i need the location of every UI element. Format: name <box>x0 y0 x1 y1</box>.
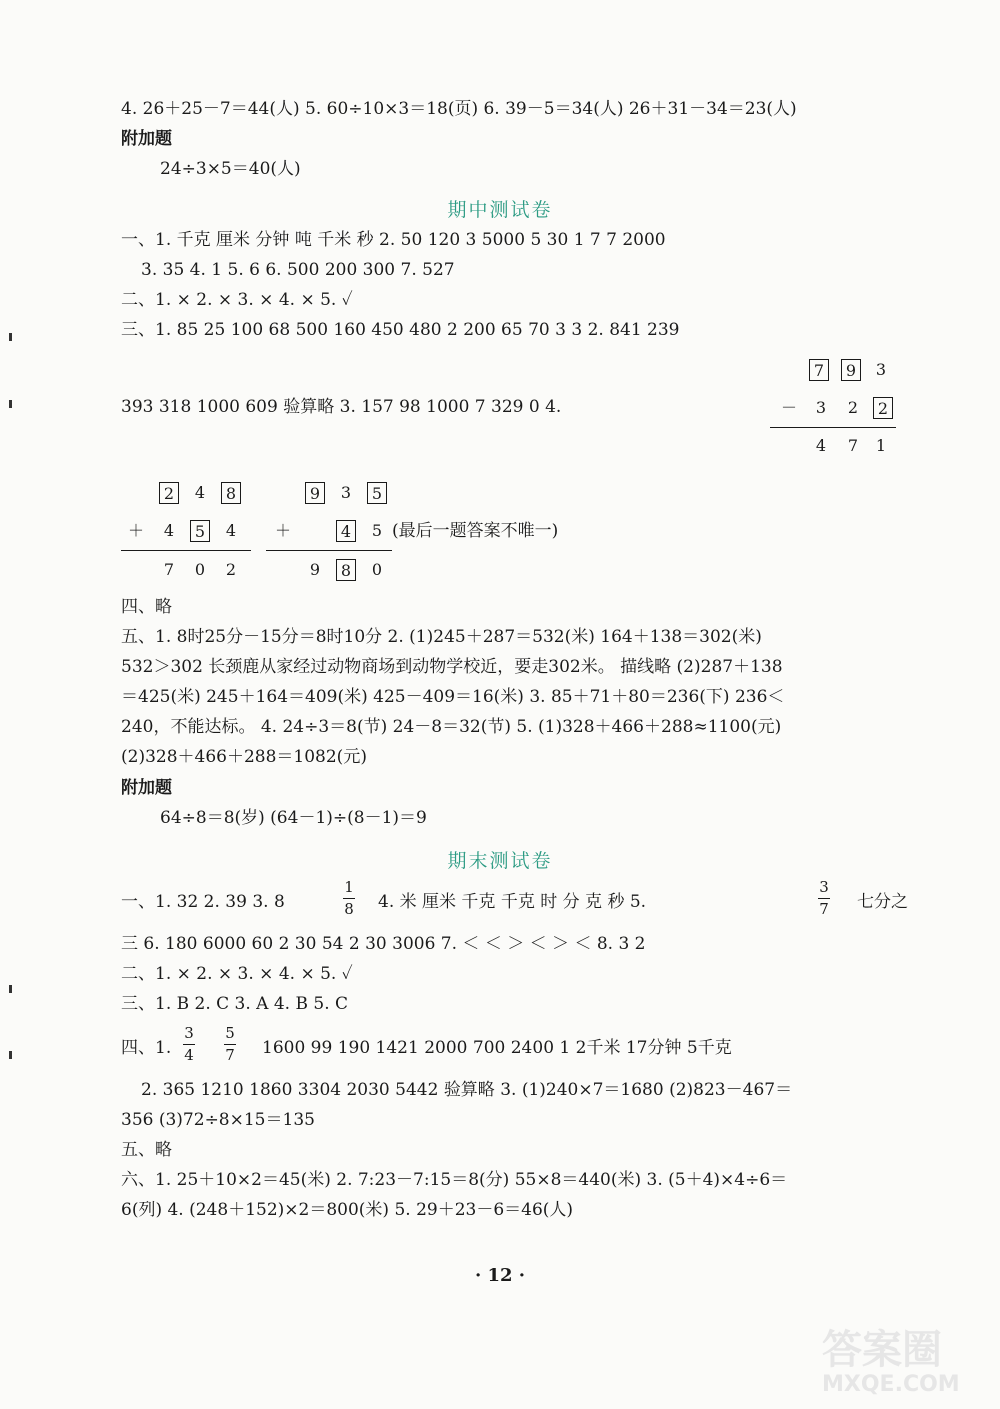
operator: ＋ <box>127 521 144 540</box>
answer-box: 8 <box>336 559 356 581</box>
fraction <box>224 1026 236 1063</box>
digit: 0 <box>371 560 383 579</box>
digit: 3 <box>875 360 887 379</box>
answer-line: 24÷3×5＝40(人) <box>160 159 301 179</box>
answer-line: 2. 365 1210 1860 3304 2030 5442 验算略 3. (1)240×7＝1680 (2)823－467＝ <box>141 1080 793 1100</box>
digit: 7 <box>163 560 175 579</box>
answer-line: 356 (3)72÷8×15＝135 <box>121 1110 315 1130</box>
section-title-final: 期末测试卷 <box>447 850 553 872</box>
numerator: 5 <box>225 1024 235 1042</box>
digit: 5 <box>371 521 383 540</box>
answer-line: 三、1. 85 25 100 68 500 160 450 480 2 200 65 70 3 3 2. 841 239 <box>121 320 680 340</box>
answer-line: 五、略 <box>121 1140 172 1160</box>
answer-line: 二、1. × 2. × 3. × 4. × 5. ✓ <box>121 290 353 310</box>
digit: 3 <box>815 398 827 417</box>
note: (最后一题答案不唯一) <box>392 521 559 541</box>
answer-line: 64÷8＝8(岁) (64－1)÷(8－1)＝9 <box>160 808 427 828</box>
sum-line <box>770 427 896 428</box>
answer-line: 三 6. 180 6000 60 2 30 54 2 30 3006 7. ＜ ＜ ＞ ＜ ＞ ＜ 8. 3 2 <box>121 934 646 954</box>
answer-line: 240，不能达标。 4. 24÷3＝8(节) 24－8＝32(节) 5. (1)328＋466＋288≈1100(元) <box>121 717 782 737</box>
page-number: · 12 · <box>474 1265 526 1286</box>
digit: 3 <box>340 483 352 502</box>
digit: 0 <box>194 560 206 579</box>
answer-line: 一、1. 32 2. 39 3. 8 <box>121 892 285 912</box>
answer-line: 四、1. <box>121 1038 172 1058</box>
margin-mark <box>9 400 12 408</box>
answer-line: 六、1. 25＋10×2＝45(米) 2. 7:23－7:15＝8(分) 55×8＝440(米) 3. (5＋4)×4÷6＝ <box>121 1170 788 1190</box>
answer-line: 五、1. 8时25分－15分＝8时10分 2. (1)245＋287＝532(米) 164＋138＝302(米) <box>121 627 762 647</box>
answer-line: 4. 米 厘米 千克 千克 时 分 克 秒 5. <box>378 892 647 912</box>
answer-line: ＝425(米) 245＋164＝409(米) 425－409＝16(米) 3. 85＋71＋80＝236(下) 236＜ <box>121 687 785 707</box>
answer-box: 9 <box>841 359 861 381</box>
margin-mark <box>9 1051 12 1059</box>
digit: 2 <box>847 398 859 417</box>
extra-heading: 附加题 <box>121 129 172 149</box>
denominator: 4 <box>184 1046 194 1064</box>
fraction <box>183 1026 195 1063</box>
answer-line: 393 318 1000 609 验算略 3. 157 98 1000 7 329 0 4. <box>121 397 562 417</box>
answer-line: (2)328＋466＋288＝1082(元) <box>121 747 367 767</box>
answer-box: 7 <box>809 359 829 381</box>
operator: ＋ <box>274 521 291 540</box>
answer-box: 2 <box>159 482 179 504</box>
answer-line: 6(列) 4. (248＋152)×2＝800(米) 5. 29＋23－6＝46(人) <box>121 1200 574 1220</box>
answer-line: 一、1. 千克 厘米 分钟 吨 千米 秒 2. 50 120 3 5000 5 30 1 7 7 2000 <box>121 230 666 250</box>
answer-box: 2 <box>873 397 893 419</box>
answer-box: 4 <box>336 520 356 542</box>
sum-line <box>121 550 251 551</box>
answer-line: 三、1. B 2. C 3. A 4. B 5. C <box>121 994 349 1014</box>
operator: － <box>780 398 797 417</box>
answer-line: 1600 99 190 1421 2000 700 2400 1 2千米 17分钟 5千克 <box>262 1038 732 1058</box>
digit: 4 <box>225 521 237 540</box>
margin-mark <box>9 333 12 341</box>
watermark-logo: 答案圈 <box>822 1327 942 1373</box>
denominator: 8 <box>344 900 354 918</box>
answer-box: 5 <box>367 482 387 504</box>
digit: 4 <box>194 483 206 502</box>
denominator: 7 <box>225 1046 235 1064</box>
fraction-bar <box>343 898 355 899</box>
answer-line: 3. 35 4. 1 5. 6 6. 500 200 300 7. 527 <box>141 260 455 280</box>
sum-line <box>266 550 392 551</box>
fraction-bar <box>818 898 830 899</box>
watermark-url: MXQE.COM <box>822 1372 960 1397</box>
fraction <box>343 880 355 917</box>
denominator: 7 <box>819 900 829 918</box>
digit: 4 <box>815 436 827 455</box>
fraction <box>818 880 830 917</box>
answer-box: 8 <box>221 482 241 504</box>
answer-box: 5 <box>190 520 210 542</box>
fraction-bar <box>183 1044 195 1045</box>
extra-heading: 附加题 <box>121 778 172 798</box>
digit: 1 <box>875 436 887 455</box>
answer-box: 9 <box>305 482 325 504</box>
answer-line: 4. 26＋25－7＝44(人) 5. 60÷10×3＝18(页) 6. 39－5＝34(人) 26＋31－34＝23(人) <box>121 99 797 119</box>
numerator: 3 <box>184 1024 194 1042</box>
answer-line: 532＞302 长颈鹿从家经过动物商场到动物学校近，要走302米。 描线略 (2)287＋138 <box>121 657 783 677</box>
digit: 7 <box>847 436 859 455</box>
section-title-midterm: 期中测试卷 <box>447 199 553 221</box>
numerator: 1 <box>344 878 354 896</box>
numerator: 3 <box>819 878 829 896</box>
answer-line: 二、1. × 2. × 3. × 4. × 5. ✓ <box>121 964 353 984</box>
margin-mark <box>9 985 12 993</box>
fraction-bar <box>224 1044 236 1045</box>
digit: 9 <box>309 560 321 579</box>
answer-line: 四、略 <box>121 597 172 617</box>
digit: 4 <box>163 521 175 540</box>
answer-line: 七分之 <box>857 892 908 912</box>
digit: 2 <box>225 560 237 579</box>
